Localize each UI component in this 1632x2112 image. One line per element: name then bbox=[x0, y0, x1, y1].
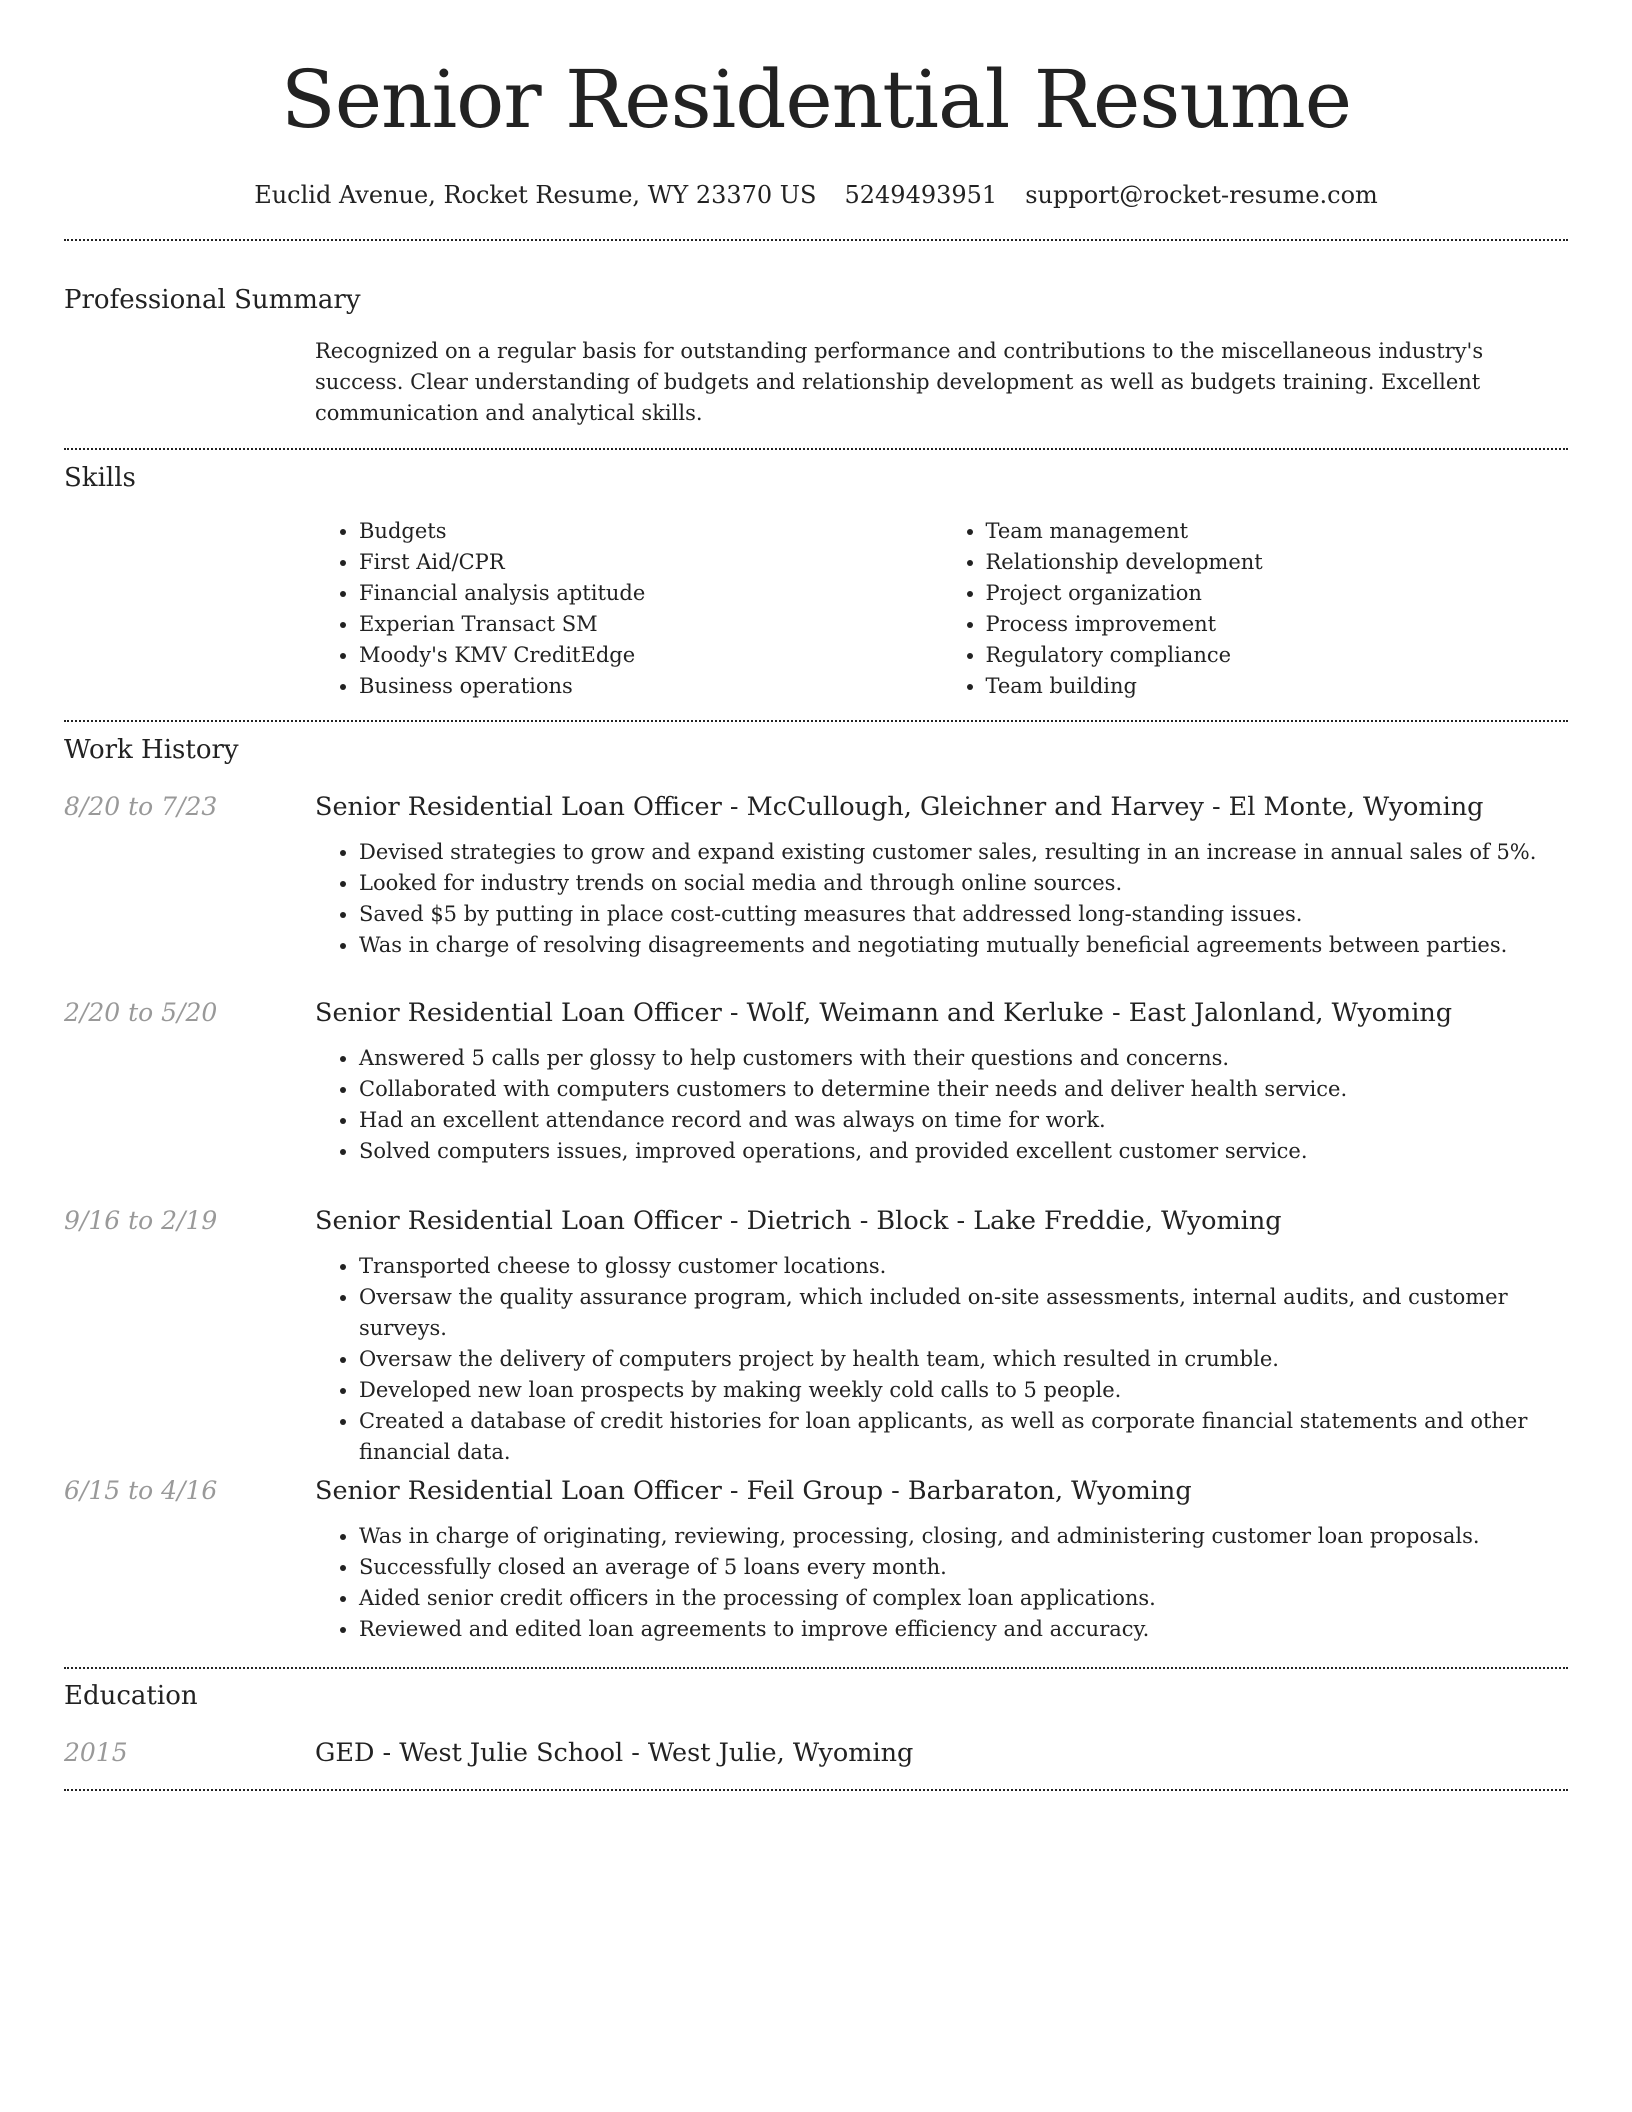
job-bullets bbox=[315, 1251, 1568, 1468]
job-dates: 2/20 to 5/20 bbox=[64, 998, 218, 1027]
work-title: Work History bbox=[64, 735, 239, 765]
job-heading: Senior Residential Loan Officer - McCullough, Gleichner and Harvey - El Monte, Wyoming bbox=[315, 792, 1484, 822]
job-dates: 9/16 to 2/19 bbox=[64, 1206, 218, 1235]
skill-item: • Team management bbox=[986, 516, 1569, 547]
education-entry bbox=[64, 1736, 1568, 1770]
job-bullets bbox=[315, 1521, 1568, 1645]
skill-item: • Project organization bbox=[986, 578, 1569, 609]
skills-left-list bbox=[315, 516, 942, 702]
skill-item: • Regulatory compliance bbox=[986, 640, 1569, 671]
work-section bbox=[64, 732, 1568, 768]
divider-work bbox=[64, 1667, 1568, 1669]
job-bullet: • Transported cheese to glossy customer locations. bbox=[359, 1251, 1568, 1282]
education-heading: GED - West Julie School - West Julie, Wyoming bbox=[315, 1738, 914, 1768]
skill-item: • Budgets bbox=[359, 516, 942, 547]
contact-line bbox=[0, 178, 1632, 212]
skill-item: • Relationship development bbox=[986, 547, 1569, 578]
job-dates: 8/20 to 7/23 bbox=[64, 792, 218, 821]
job-heading: Senior Residential Loan Officer - Feil Group - Barbaraton, Wyoming bbox=[315, 1476, 1192, 1506]
job-bullet: • Reviewed and edited loan agreements to improve efficiency and accuracy. bbox=[359, 1614, 1568, 1645]
summary-section bbox=[64, 282, 1568, 429]
skill-item: • Moody's KMV CreditEdge bbox=[359, 640, 942, 671]
job-bullet: • Devised strategies to grow and expand existing customer sales, resulting in an increase in annual sales of 5%. bbox=[359, 837, 1568, 868]
summary-title: Professional Summary bbox=[64, 285, 361, 315]
job-entry bbox=[64, 1474, 1568, 1645]
skills-right-list bbox=[942, 516, 1569, 702]
contact-phone: 5249493951 bbox=[844, 181, 998, 209]
education-year: 2015 bbox=[64, 1738, 128, 1767]
job-bullet: • Aided senior credit officers in the processing of complex loan applications. bbox=[359, 1583, 1568, 1614]
job-bullet: • Was in charge of originating, reviewing, processing, closing, and administering customer loan proposals. bbox=[359, 1521, 1568, 1552]
job-dates: 6/15 to 4/16 bbox=[64, 1476, 218, 1505]
divider-skills bbox=[64, 720, 1568, 722]
job-bullet: • Created a database of credit histories for loan applicants, as well as corporate financial statements and other financial data. bbox=[359, 1406, 1568, 1468]
job-bullet: • Had an excellent attendance record and was always on time for work. bbox=[359, 1105, 1568, 1136]
education-section bbox=[64, 1678, 1568, 1714]
job-bullets bbox=[315, 1043, 1568, 1167]
divider-bottom bbox=[64, 1789, 1568, 1791]
job-entry bbox=[64, 996, 1568, 1167]
job-bullet: • Developed new loan prospects by making weekly cold calls to 5 people. bbox=[359, 1375, 1568, 1406]
divider-summary bbox=[64, 448, 1568, 450]
job-bullet: • Saved $5 by putting in place cost-cutting measures that addressed long-standing issues. bbox=[359, 899, 1568, 930]
education-title: Education bbox=[64, 1681, 198, 1711]
job-bullet: • Answered 5 calls per glossy to help customers with their questions and concerns. bbox=[359, 1043, 1568, 1074]
job-bullets bbox=[315, 837, 1568, 961]
job-bullet: • Successfully closed an average of 5 loans every month. bbox=[359, 1552, 1568, 1583]
skill-item: • Experian Transact SM bbox=[359, 609, 942, 640]
summary-text: Recognized on a regular basis for outstanding performance and contributions to the miscellaneous industry's success. Clear understanding of budgets and relationship development as well as budgets training. Excellent communication and analytical skills. bbox=[315, 339, 1484, 425]
job-bullet: • Oversaw the delivery of computers project by health team, which resulted in crumble. bbox=[359, 1344, 1568, 1375]
contact-address: Euclid Avenue, Rocket Resume, WY 23370 US bbox=[254, 181, 817, 209]
job-bullet: • Oversaw the quality assurance program, which included on-site assessments, internal audits, and customer surveys. bbox=[359, 1282, 1568, 1344]
skills-columns bbox=[315, 516, 1568, 702]
resume-name: Senior Residential Resume bbox=[280, 53, 1352, 146]
skill-item: • First Aid/CPR bbox=[359, 547, 942, 578]
skill-item: • Financial analysis aptitude bbox=[359, 578, 942, 609]
job-bullet: • Collaborated with computers customers to determine their needs and deliver health service. bbox=[359, 1074, 1568, 1105]
skills-section bbox=[64, 460, 1568, 702]
job-entry bbox=[64, 1204, 1568, 1468]
skill-item: • Process improvement bbox=[986, 609, 1569, 640]
job-bullet: • Looked for industry trends on social media and through online sources. bbox=[359, 868, 1568, 899]
skill-item: • Business operations bbox=[359, 671, 942, 702]
divider-top bbox=[64, 239, 1568, 241]
job-bullet: • Was in charge of resolving disagreements and negotiating mutually beneficial agreements between parties. bbox=[359, 930, 1568, 961]
job-bullet: • Solved computers issues, improved operations, and provided excellent customer service. bbox=[359, 1136, 1568, 1167]
job-heading: Senior Residential Loan Officer - Dietrich - Block - Lake Freddie, Wyoming bbox=[315, 1206, 1282, 1236]
skill-item: • Team building bbox=[986, 671, 1569, 702]
job-heading: Senior Residential Loan Officer - Wolf, Weimann and Kerluke - East Jalonland, Wyoming bbox=[315, 998, 1453, 1028]
job-entry bbox=[64, 790, 1568, 961]
contact-email: support@rocket-resume.com bbox=[1025, 181, 1378, 209]
skills-title: Skills bbox=[64, 463, 136, 493]
